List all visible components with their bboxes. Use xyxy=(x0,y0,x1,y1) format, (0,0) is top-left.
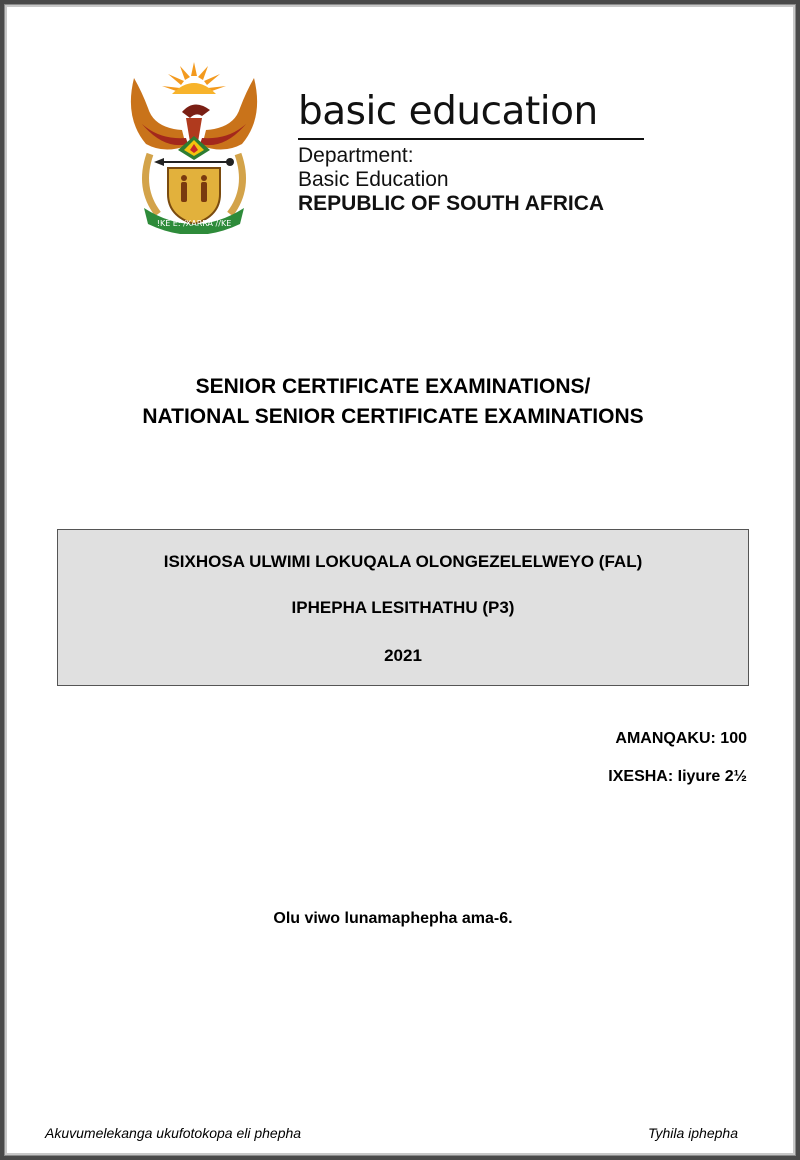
subject-box xyxy=(57,529,749,686)
coat-of-arms-logo xyxy=(124,58,264,234)
country-name: REPUBLIC OF SOUTH AFRICA xyxy=(298,192,605,215)
turn-over-note: Tyhila iphepha xyxy=(647,1125,738,1141)
exam-heading-line2: NATIONAL SENIOR CERTIFICATE EXAMINATIONS xyxy=(142,405,644,428)
page-count-note: Olu viwo lunamaphepha ama-6. xyxy=(273,910,513,927)
exam-year: 2021 xyxy=(384,646,422,665)
brand-title: basic education xyxy=(298,89,598,134)
brand-divider xyxy=(298,138,644,140)
paper-title: IPHEPHA LESITHATHU (P3) xyxy=(291,598,515,617)
exam-heading xyxy=(0,372,786,432)
total-marks: AMANQAKU: 100 xyxy=(615,730,747,747)
subject-title: ISIXHOSA ULWIMI LOKUQALA OLONGEZELELWEYO (FAL) xyxy=(163,552,643,571)
department-label: Department: xyxy=(298,144,414,167)
department-brand xyxy=(298,88,646,216)
exam-duration: IXESHA: Iiyure 2½ xyxy=(608,768,747,785)
exam-heading-line1: SENIOR CERTIFICATE EXAMINATIONS/ xyxy=(195,375,591,398)
copy-warning: Akuvumelekanga ukufotokopa eli phepha xyxy=(45,1125,302,1141)
department-name: Basic Education xyxy=(298,168,449,191)
svg-text:!KE E: /XARRA //KE: !KE E: /XARRA //KE xyxy=(156,219,232,228)
